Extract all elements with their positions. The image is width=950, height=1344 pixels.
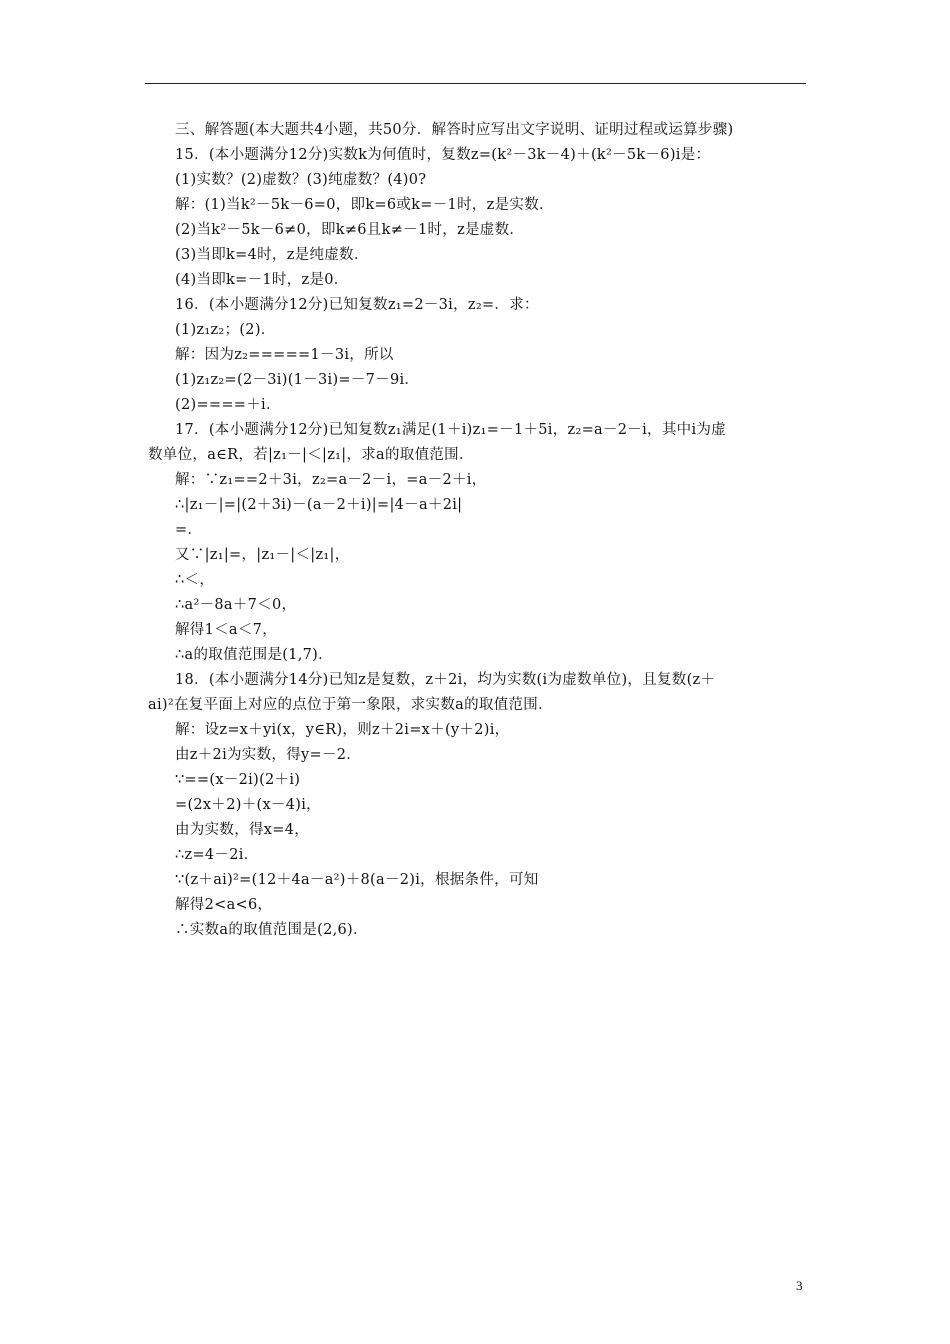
problem-17-solution-line: 解：∵z₁==2＋3i，z₂=a－2－i，=a－2＋i，	[175, 472, 487, 488]
problem-18-solution-line: ∵(z＋ai)²=(12＋4a－a²)＋8(a－2)i，根据条件，可知	[175, 872, 539, 888]
problem-18-answer: ∴实数a的取值范围是(2,6)．	[175, 922, 368, 938]
problem-18-solution-line: =(2x＋2)＋(x－4)i，	[175, 797, 321, 813]
problem-18-solution-line: 解得2<a<6，	[175, 897, 273, 913]
page-number: 3	[796, 1278, 803, 1293]
problem-18-solution-line: 解：设z=x＋yi(x，y∈R)，则z＋2i=x＋(y＋2)i，	[175, 722, 510, 738]
header-rule	[145, 83, 806, 84]
problem-18-solution-line: 由z＋2i为实数，得y=－2．	[175, 747, 362, 763]
problem-17-solution-line: ∴＜，	[175, 572, 215, 588]
problem-17-statement: 17．(本小题满分12分)已知复数z₁满足(1＋i)z₁=－1＋5i，z₂=a－2－i，其中i为虚	[175, 422, 726, 438]
problem-15-solution-3: (3)当即k=4时，z是纯虚数．	[175, 247, 369, 263]
problem-17-solution-line: 又∵|z₁|=，|z₁－|＜|z₁|，	[175, 547, 350, 563]
problem-15-solution-1: 解：(1)当k²－5k－6=0，即k=6或k=－1时，z是实数．	[175, 197, 554, 213]
problem-18-statement: 18．(本小题满分14分)已知z是复数，z＋2i，均为实数(i为虚数单位)，且复数(z＋	[175, 672, 716, 688]
problem-17-solution-line: 解得1＜a＜7，	[175, 622, 277, 638]
problem-18-solution-line: 由为实数，得x=4，	[175, 822, 310, 838]
problem-16-questions: (1)z₁z₂；(2)．	[175, 322, 276, 338]
problem-17-solution-line: ∴a²－8a＋7＜0，	[175, 597, 297, 613]
problem-17-answer: ∴a的取值范围是(1,7)．	[175, 647, 333, 663]
problem-17-solution-line: ∴|z₁－|=|(2＋3i)－(a－2＋i)|=|4－a＋2i|	[175, 497, 463, 513]
problem-16-solution-1: (1)z₁z₂=(2－3i)(1－3i)=－7－9i．	[175, 372, 420, 388]
problem-16-statement: 16．(本小题满分12分)已知复数z₁=2－3i，z₂=．求：	[175, 297, 539, 313]
problem-15-statement: 15．(本小题满分12分)实数k为何值时，复数z=(k²－3k－4)＋(k²－5k－6)i是：	[175, 147, 711, 163]
problem-17-solution-line: =．	[175, 522, 203, 538]
problem-16-solution-intro: 解：因为z₂=====1－3i，所以	[175, 347, 394, 363]
problem-16-solution-2: (2)====＋i．	[175, 397, 281, 413]
problem-18-solution-line: ∵==(x－2i)(2＋i)	[175, 772, 301, 788]
problem-18-statement-cont: ai)²在复平面上对应的点位于第一象限，求实数a的取值范围．	[148, 697, 553, 713]
problem-17-statement-cont: 数单位，a∈R，若|z₁－|＜|z₁|，求a的取值范围．	[148, 447, 474, 463]
problem-15-questions: (1)实数？(2)虚数？(3)纯虚数？(4)0?	[175, 172, 427, 188]
problem-18-solution-line: ∴z=4－2i．	[175, 847, 259, 863]
section-heading: 三、解答题(本大题共4小题，共50分．解答时应写出文字说明、证明过程或运算步骤)	[175, 122, 734, 138]
problem-15-solution-4: (4)当即k=－1时，z是0．	[175, 272, 349, 288]
problem-15-solution-2: (2)当k²－5k－6≠0，即k≠6且k≠－1时，z是虚数．	[175, 222, 525, 238]
document-body	[148, 118, 808, 943]
